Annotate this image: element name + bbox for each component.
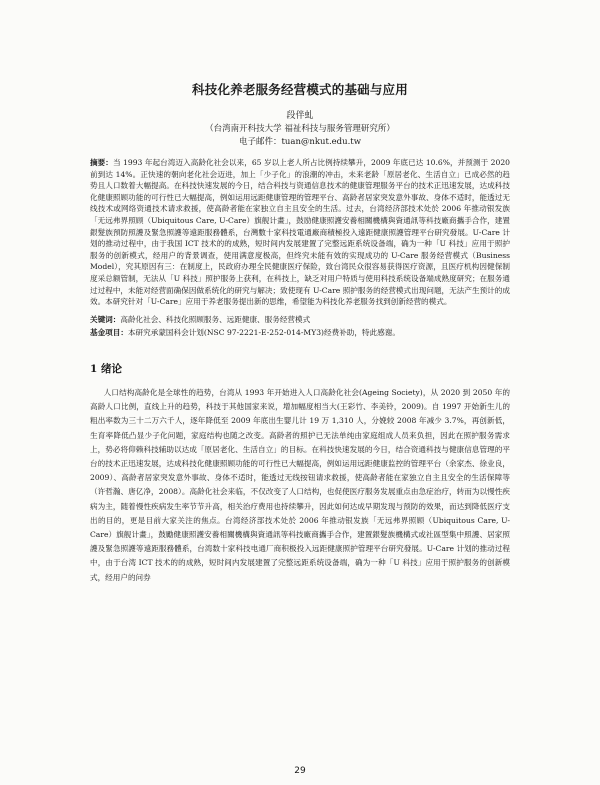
keywords (90, 314, 510, 326)
section-heading: 1 绪论 (90, 362, 122, 375)
paper-title: 科技化养老服务经营模式的基础与应用 (192, 82, 408, 97)
funding (90, 327, 510, 339)
keywords-text: 高龄化社会、科技化照顾服务、远距健康、服务经营模式 (120, 314, 311, 324)
paper-page (90, 70, 510, 585)
funding-text: 本研究承蒙国科会计划(NSC 97-2221-E-252-014-MY3)经费补助，特此感谢。 (127, 328, 400, 338)
abstract-label: 摘要： (90, 158, 113, 167)
author-email: 电子邮件：tuan@nkut.edu.tw (239, 137, 361, 147)
page-number: 29 (294, 766, 306, 776)
section-body: 人口结构高龄化是全球性的趋势，台湾从 1993 年开始进入人口高龄化社会(Ageing Society)，从 2020 到 2050 年的高龄人口比例，直线上升的趋势，科技于其他国家来说，增加幅度相当大(王彩竹、李美铃，2009)。自 1997 开始新生儿的粗出率数为三十二万六千人，逐年降低至 2009 年底出生婴儿计 19 万 1,310 人，分娩较 2008 年减少 3.7%，再创新低，生育率降低凸显少子化问题，家庭结构也随之改变。高龄者的照护已无法单纯由家庭组成人员来负担，因此在照护服务需求上，势必将仰赖科技辅助以达成「原居老化、生活自立」的目标。在科技快速发展的今日，结合资通科技与健康信息管理的平台的技术正迅速发展，达成科技化健康照顾功能的可行性已大幅提高，例如运用远距健康监控的管理平台（余家杰、徐业良，2009）、高龄者居家突发意外事故、身体不适时，能透过无线按钮请求救援，使高龄者能在家独立自主且安全的生活保障等（许哲瀚、唐亿净，2008）。高龄化社会来临，不仅改变了人口结构，也促使医疗服务发展重点由急症治疗，转而为以慢性疾病为主，随着慢性疾病发生率节节升高，相关治疗费用也持续攀升，因此如何达成早期发现与预防的效果，而达到降低医疗支出的目的，更是目前大家关注的焦点。台湾经济部技术处於 2006 年推动银发族「无远弗界照顾（Ubiquitous Care, U-Care）旗舰计畫」，鼓勵健康照護安養相關機構與資通訊等科技廠商攜手合作，建置銀髮族機構式或社區型集中照護、居家照護及緊急照護等遠距服務體系，台湾数十家科技电通厂商积极投入远距健康照护管理平台研究發展。U-Care 计划的推动过程中，由于台湾 ICT 技术的的成熟，短时间内发展建置了完整远距系统设备端，确为一种「U 科技」应用于照护服务的创新模式，经用户的问券 (90, 387, 510, 582)
author-affiliation: （台湾南开科技大学 福祉科技与服务管理研究所） (205, 124, 395, 134)
author-name: 段伴虬 (286, 111, 314, 121)
keywords-label: 关键词： (90, 314, 121, 324)
funding-label: 基金项目： (90, 328, 128, 338)
abstract (90, 157, 510, 308)
abstract-text: 当 1993 年起台湾迈入高龄化社会以来，65 岁以上老人所占比例持续攀升，2009 年底已达 10.6%，并预测于 2020 前到达 14%。正快速的朝向老化社会迈进，加上「少子化」的浪潮的冲击，未来老龄「原居老化、生活自立」已成必然的趋势且人口数着大幅提高。在科技快速发展的今日，结合科技与资通信息技术的健康管理服务平台的技术正迅速发展，达成科技化健康照顾功能的可行性已大幅提高，例如运用远距健康管理的管理平台、高龄者居家突发意外事故、身体不适时，能透过无线技术或网络资通技术请求救援，使高龄者能在家独立自主且安全的生活。过去，台湾经济部技术处於 2006 年推动银发族「无远弗界照顾（Ubiquitous Care, U-Care）旗舰计畫」，鼓励健康照護安養相關機構與資通訊等科技廠商攜手合作，建置銀髮族預防照護及緊急照護等遠距服務體系，台灣數十家科技電通廠商積極投入遠距健康照護管理平台研究發展。U-Care 计划的推动过程中，由于我国 ICT 技术的的成熟，短时间内发展建置了完整远距系统设备端，确为一种「U 科技」应用于照护服务的创新模式，经用户的背景调查，使用满意度极高，但终究未能有效的实现成功的 U-Care 服务经营模式（Business Model），究其原因有三：在制度上，民政府办理全民健康医疗保险，致台湾民众很容易获得医疗资源，且医疗机构因健保制度采总额管制，无法从「U 科技」照护服务上获利，在科技上，缺乏对用户特质与使用科技系统设备端成熟度研究；在服务通过过程中，未能对经营面确保因做系统化的研究与解决；致使现有 U-Care 照护服务的经营模式出现问题，无法产生预计的成效。本研究针对「U-Care」应用于养老服务提出新的思维，希望能为科技化养老服务找到创新经营的模式。 (90, 158, 510, 307)
